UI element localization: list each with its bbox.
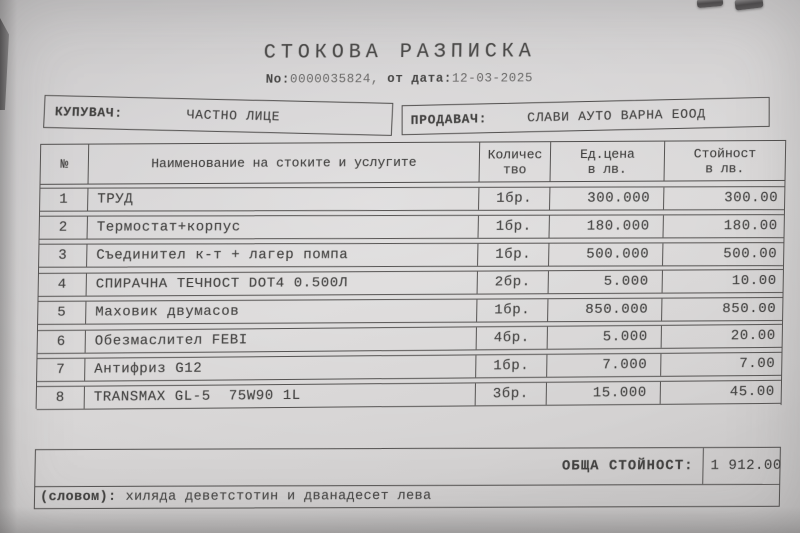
row-unit-price: 300.000 — [549, 187, 663, 209]
total-value: 1 912.00 — [702, 448, 780, 484]
header-value — [664, 141, 786, 181]
row-qty: 1бр. — [476, 299, 547, 321]
table-header-row — [41, 140, 786, 185]
table-row — [39, 269, 783, 297]
row-value: 180.00 — [662, 215, 783, 237]
header-num: № — [60, 156, 69, 172]
table-row — [37, 352, 781, 382]
row-value: 7.00 — [660, 353, 781, 376]
header-qty-line1: Количес — [487, 146, 543, 163]
amount-in-words-row — [35, 484, 779, 508]
document-title: СТОКОВА РАЗПИСКА — [263, 40, 536, 65]
table-row — [39, 242, 783, 268]
row-qty: 4бр. — [476, 327, 547, 350]
table-row — [40, 214, 784, 240]
seller-value: СЛАВИ АУТО ВАРНА ЕООД — [527, 105, 706, 125]
row-qty: 3бр. — [475, 383, 546, 406]
header-value-line1: Стойност — [693, 145, 757, 161]
row-value: 20.00 — [661, 325, 782, 348]
number-label: No: — [265, 72, 291, 87]
buyer-label: КУПУВАЧ: — [54, 104, 124, 121]
row-name: TRANSMAX GL-5 75W90 1L — [84, 383, 475, 408]
total-row — [35, 448, 780, 486]
total-label: ОБЩА СТОЙНОСТ: — [561, 458, 694, 475]
bottom-edge-shadow — [0, 507, 800, 533]
row-unit-price: 5.000 — [547, 326, 661, 349]
row-value: 500.00 — [662, 243, 783, 265]
buyer-box — [43, 95, 393, 136]
row-value: 850.00 — [661, 298, 782, 321]
row-value: 10.00 — [662, 270, 783, 293]
row-name: Антифриз G12 — [84, 355, 475, 380]
header-price-line2: в лв. — [587, 161, 627, 177]
row-qty: 1бр. — [475, 355, 546, 378]
header-qty-line2: тво — [502, 161, 527, 177]
seller-label: ПРОДАВАЧ: — [410, 110, 488, 128]
row-unit-price: 15.000 — [546, 382, 660, 405]
row-name: ТРУД — [87, 188, 478, 211]
row-unit-price: 500.000 — [548, 243, 662, 265]
row-num: 8 — [55, 389, 65, 406]
total-box — [34, 447, 781, 509]
row-num: 2 — [58, 219, 68, 236]
table-row — [38, 297, 782, 325]
document-date: 12-03-2025 — [451, 71, 534, 86]
row-name: Съединител к-т + лагер помпа — [86, 244, 477, 267]
items-table — [36, 140, 787, 409]
table-row — [38, 324, 782, 354]
row-value: 300.00 — [663, 187, 784, 209]
row-name: Обезмаслител FEBI — [85, 327, 476, 352]
row-qty: 1бр. — [478, 188, 549, 210]
row-num: 3 — [58, 247, 68, 264]
table-row — [40, 186, 784, 212]
row-name: Термостат+корпус — [87, 216, 478, 239]
row-unit-price: 7.000 — [546, 354, 660, 377]
buyer-value: ЧАСТНО ЛИЦЕ — [186, 107, 281, 125]
document-number-line — [0, 70, 799, 88]
header-qty — [479, 142, 551, 181]
seller-box — [402, 97, 770, 135]
row-unit-price: 5.000 — [548, 271, 662, 294]
header-value-line2: в лв. — [705, 160, 745, 176]
in-words-text: хиляда деветстотин и дванадесет лева — [125, 488, 432, 505]
in-words-label: (словом): — [39, 489, 117, 506]
header-price-line1: Ед.цена — [580, 146, 635, 162]
row-qty: 2бр. — [477, 271, 548, 293]
row-num: 1 — [59, 191, 69, 208]
date-label: от дата: — [378, 71, 453, 87]
row-qty: 1бр. — [478, 216, 549, 238]
row-qty: 1бр. — [477, 244, 548, 266]
document-number: 0000035824, — [289, 72, 380, 87]
row-value: 45.00 — [660, 381, 781, 404]
row-unit-price: 850.000 — [547, 299, 661, 322]
row-name: Маховик двумасов — [85, 300, 476, 324]
row-num: 6 — [56, 333, 66, 350]
table-row — [37, 380, 781, 410]
header-name: Наименование на стоките и услугите — [88, 143, 480, 184]
row-name: СПИРАЧНА ТЕЧНОСТ DOT4 0.500Л — [86, 272, 477, 296]
row-num: 4 — [57, 276, 67, 293]
header-unit-price — [550, 142, 665, 182]
row-unit-price: 180.000 — [548, 215, 662, 237]
row-num: 7 — [56, 361, 66, 378]
row-num: 5 — [57, 304, 67, 321]
